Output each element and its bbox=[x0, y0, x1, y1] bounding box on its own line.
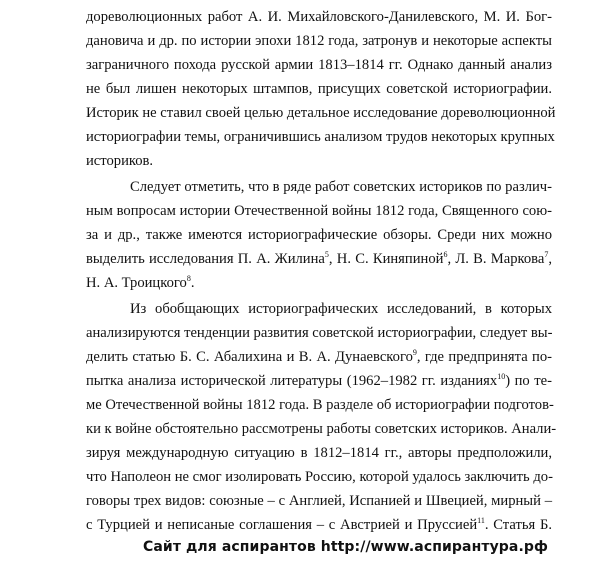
text-line: Из обобщающих историографических исследований, в которых bbox=[130, 301, 552, 317]
text-line: не был лишен некоторых штампов, присущих советской историографии. bbox=[86, 81, 552, 97]
text-line: Следует отметить, что в ряде работ советских историков по различ- bbox=[130, 179, 552, 195]
text-line: заграничного похода русской армии 1813–1814 гг. Однако данный анализ bbox=[86, 57, 552, 73]
text-line: выделить исследования П. А. Жилина$^5$, Н. С. Киняпиной$^6$, Л. В. Маркова$^7$, bbox=[86, 250, 552, 267]
text-line: ки к войне обстоятельно рассмотрены работы советских историков. Анали- bbox=[86, 421, 557, 437]
text-line: говоры трех видов: союзные – с Англией, Испанией и Швецией, мирный – bbox=[86, 493, 552, 509]
text-line: что Наполеон не смог изолировать Россию, которой удалось заключить до- bbox=[86, 469, 553, 485]
text-line: историографии темы, ограничившись анализом трудов некоторых крупных bbox=[86, 129, 555, 145]
footnote-ref: 6 bbox=[443, 250, 448, 260]
text-line: пытка анализа исторической литературы (1962–1982 гг. изданиях$^{10}$) по те- bbox=[86, 372, 552, 389]
site-watermark: Сайт для аспирантов http://www.аспирантура.рф bbox=[142, 539, 548, 555]
footnote-ref: 11 bbox=[477, 516, 485, 526]
text-line: историков. bbox=[86, 153, 154, 169]
text-line: делить статью Б. С. Абалихина и В. А. Дунаевского$^9$, где предпринята по- bbox=[86, 348, 552, 365]
text-line: с Турцией и неписаные соглашения – с Австрией и Пруссией$^{11}$. Статья Б. bbox=[86, 516, 553, 533]
text-line: Историк не ставил своей целью детальное исследование дореволюционной bbox=[86, 105, 556, 121]
text-line: за и др., также имеются историографические обзоры. Среди них можно bbox=[86, 227, 552, 243]
footnote-ref: 8 bbox=[186, 274, 191, 284]
text-line: Н. А. Троицкого$^8$. bbox=[86, 274, 195, 291]
footnote-ref: 9 bbox=[412, 348, 417, 358]
footnote-ref: 5 bbox=[324, 250, 329, 260]
footnote-ref: 10 bbox=[497, 372, 506, 382]
text-line: зируя международную ситуацию в 1812–1814 гг., авторы предположили, bbox=[86, 445, 552, 461]
text-line: дановича и др. по истории эпохи 1812 года, затронув и некоторые аспекты bbox=[86, 33, 552, 49]
text-line: анализируются тенденции развития советской историографии, следует вы- bbox=[86, 325, 553, 341]
text-line: ным вопросам истории Отечественной войны 1812 года, Священного сою- bbox=[86, 203, 552, 219]
text-line: дореволюционных работ А. И. Михайловского-Данилевского, М. И. Бог- bbox=[86, 9, 552, 25]
footnote-ref: 7 bbox=[544, 250, 549, 260]
text-line: ме Отечественной войны 1812 года. В разделе об историографии подготов- bbox=[86, 397, 554, 413]
